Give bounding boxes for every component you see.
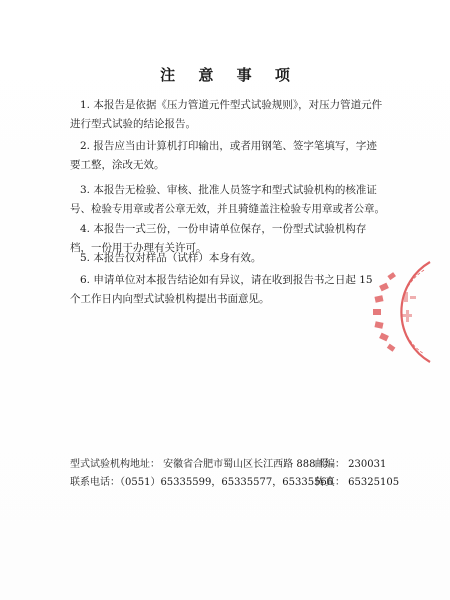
page-title: 注 意 事 项 (160, 66, 299, 84)
footer-postcode: 邮编： 230031 (315, 459, 387, 470)
footer-phone: 联系电话：（0551）65335599，65335577，65335566 (70, 477, 334, 488)
red-official-seal-icon (318, 252, 438, 372)
footer-address: 型式试验机构地址： 安徽省合肥市蜀山区长江西路 888 号 (70, 459, 329, 470)
note-item-2: 2. 报告应当由计算机打印输出，或者用钢笔、签字笔填写，字迹要工整，涂改无效。 (70, 140, 377, 171)
note-item-3: 3. 本报告无检验、审核、批准人员签字和型式试验机构的核准证号、检验专用章或者公章无效，并且骑缝盖注检验专用章或者公章。 (70, 184, 385, 215)
note-item-1: 1. 本报告是依据《压力管道元件型式试验规则》，对压力管道元件进行型式试验的结论报告。 (70, 99, 383, 130)
note-item-5: 5. 本报告仅对样品（试样）本身有效。 (80, 252, 262, 264)
note-item-6: 6. 申请单位对本报告结论如有异议，请在收到报告书之日起 15 个工作日内向型式试验机构提出书面意见。 (70, 274, 373, 305)
footer-fax: 传真： 65325105 (315, 477, 400, 488)
note-item-4: 4. 本报告一式三份，一份申请单位保存，一份型式试验机构存档，一份用于办理有关许可。 (70, 223, 367, 254)
